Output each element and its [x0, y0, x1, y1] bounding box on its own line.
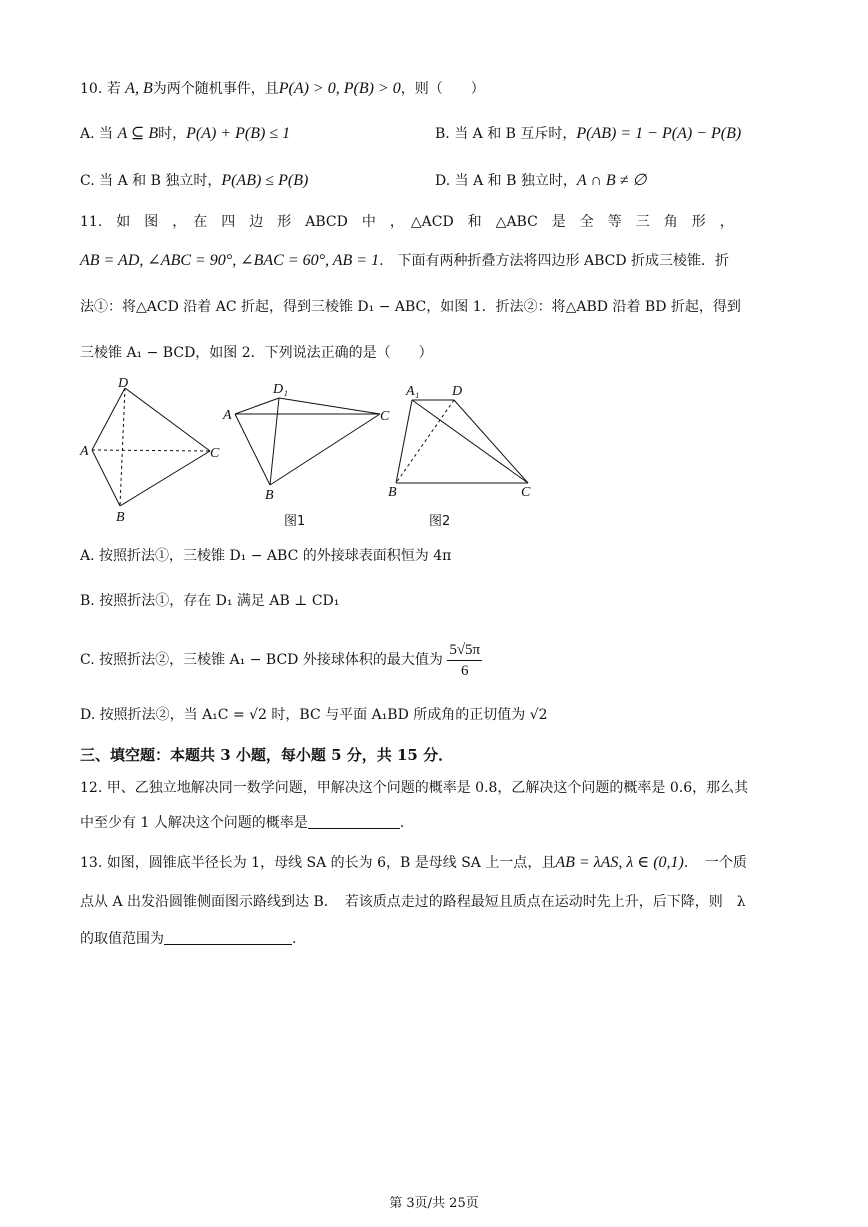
q11-line-4: 三棱锥 A₁ − BCD，如图 2．下列说法正确的是（ ） — [80, 345, 433, 361]
fig0-label-c: C — [210, 446, 220, 461]
q10-option-b: B. 当 A 和 B 互斥时，P(AB) = 1 − P(A) − P(B) — [435, 125, 742, 142]
q11-option-a: A. 按照折法①，三棱锥 D₁ − ABC 的外接球表面积恒为 4π — [80, 548, 452, 564]
q11-option-d: D. 按照折法②，当 A₁C = √2 时，BC 与平面 A₁BD 所成角的正切值为 √2 — [80, 707, 548, 723]
fig2-label-a1: A₁ — [406, 384, 420, 399]
fig1-label-d1: D₁ — [273, 382, 288, 397]
fig1-label-b: B — [265, 488, 274, 503]
q10-option-d: D. 当 A 和 B 独立时，A ∩ B ≠ ∅ — [435, 172, 647, 189]
q13-line-3: 的取值范围为 . — [80, 928, 296, 950]
figure-2-tetrahedron — [396, 400, 528, 483]
q12-line-1: 12. 甲、乙独立地解决同一数学问题，甲解决这个问题的概率是 0.8，乙解决这个问题的概率是 0.6，那么其 — [80, 780, 749, 796]
fig1-caption: 图1 — [284, 514, 306, 529]
figure-quadrilateral — [92, 388, 210, 506]
q13-line-2: 点从 A 出发沿圆锥侧面图示路线到达 B． 若该质点走过的路程最短且质点在运动时先上升，后下降，则 λ — [80, 894, 746, 910]
q10-stem: 10. 若 A, B为两个随机事件，且P(A) > 0, P(B) > 0，则（ ） — [80, 80, 485, 97]
fig1-label-a: A — [223, 408, 232, 423]
q10-option-a: A. 当 A ⊆ B时，P(A) + P(B) ≤ 1 — [80, 125, 291, 142]
q11-figures — [70, 375, 550, 535]
fig2-label-c: C — [521, 485, 531, 500]
q11-line-2: AB = AD, ∠ABC = 90°, ∠BAC = 60°, AB = 1. 下面有两种折叠方法将四边形 ABCD 折成三棱锥．折 — [80, 252, 730, 269]
page-footer: 第 3页/共 25页 — [389, 1196, 479, 1211]
q12-answer-blank[interactable] — [308, 812, 400, 829]
fig0-label-a: A — [80, 444, 89, 459]
fig2-label-d: D — [452, 384, 463, 399]
q12-line-2: 中至少有 1 人解决这个问题的概率是 . — [80, 812, 404, 834]
fig1-label-c: C — [380, 409, 390, 424]
q11-line-3: 法①：将△ACD 沿着 AC 折起，得到三棱锥 D₁ − ABC，如图 1．折法②：将△ABD 沿着 BD 折起，得到 — [80, 299, 741, 315]
q11-option-c: C. 按照折法②，三棱锥 A₁ − BCD 外接球体积的最大值为 $\frac{5√5\pi}{6}$ — [80, 641, 481, 679]
q10-option-c: C. 当 A 和 B 独立时，P(AB) ≤ P(B) — [80, 172, 309, 189]
figure-1-tetrahedron — [235, 398, 380, 485]
fig2-label-b: B — [388, 485, 397, 500]
q13-line-1: 13. 如图，圆锥底半径长为 1，母线 SA 的长为 6，B 是母线 SA 上一点，且AB = λAS, λ ∈ (0,1)． 一个质 — [80, 854, 747, 871]
fig2-caption: 图2 — [429, 514, 451, 529]
section-3-heading: 三、填空题：本题共 3 小题，每小题 5 分，共 15 分． — [80, 746, 454, 764]
q11-line-1: 11. 如 图 ， 在 四 边 形 ABCD 中 ， △ACD 和 △ABC 是 全 等 三 角 形 ， — [80, 214, 734, 230]
q13-answer-blank[interactable] — [164, 928, 292, 945]
q11-option-c-fraction: $\frac{5√5\pi}{6}$ — [449, 641, 481, 679]
q11-option-b: B. 按照折法①，存在 D₁ 满足 AB ⊥ CD₁ — [80, 593, 340, 609]
fig0-label-d: D — [118, 376, 129, 391]
fig0-label-b: B — [116, 510, 125, 525]
